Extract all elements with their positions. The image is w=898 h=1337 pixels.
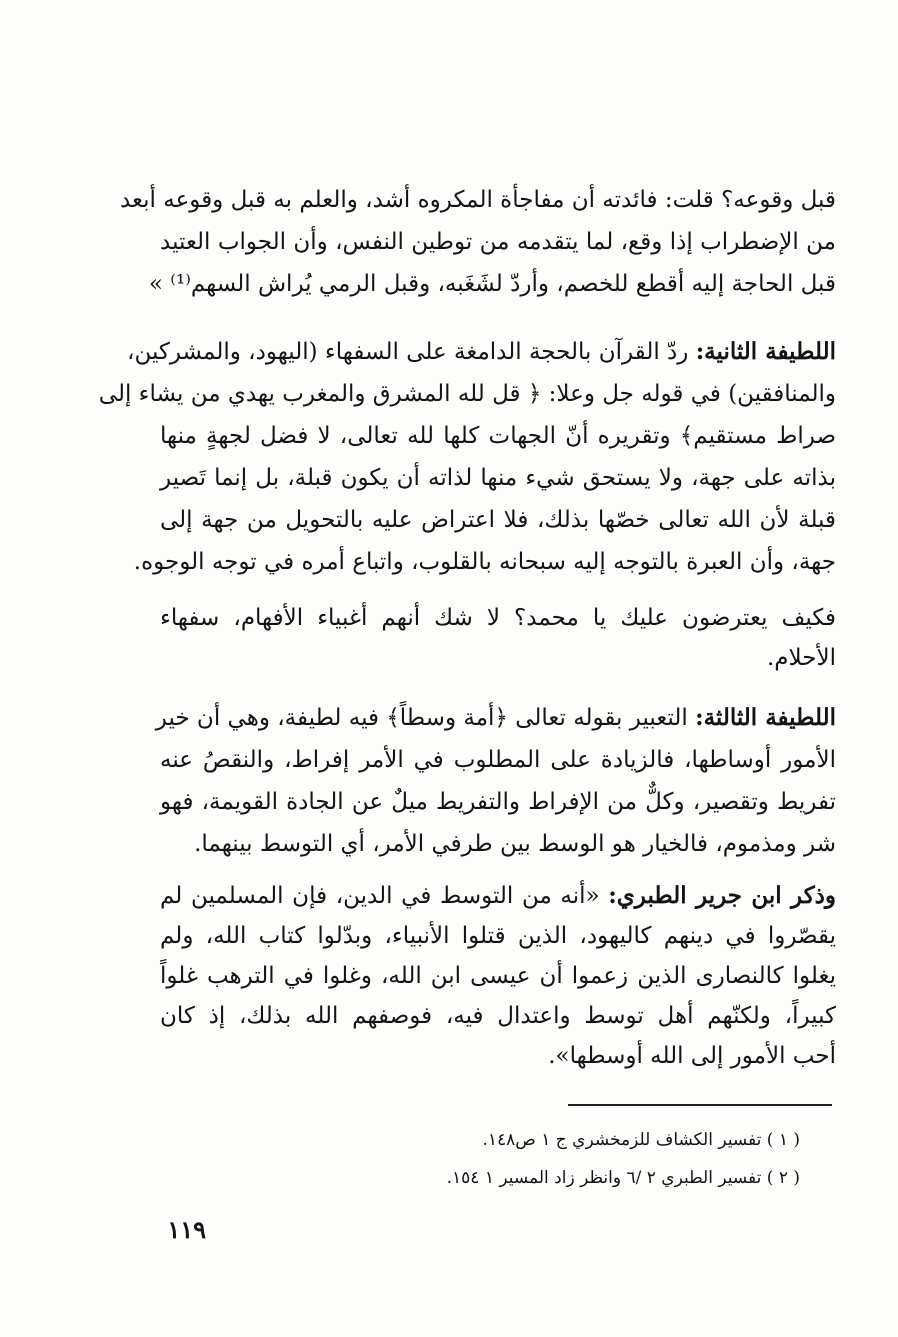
paragraph-2-line-1-text: ردّ القرآن بالحجة الدامغة على السفهاء (اليهود، والمشركين، [127, 339, 689, 365]
footnote-1: ( ١ ) تفسير الكشاف للزمخشري ج ١ ص١٤٨. [482, 1130, 800, 1150]
paragraph-5-line-3: يغلوا كالنصارى الذين زعموا أن عيسى ابن الله، وغلوا في الترهب غلواً [160, 963, 836, 989]
quote-attribution-al-tabari: وذكر ابن جرير الطبري: [608, 882, 837, 909]
paragraph-2-line-6: جهة، وأن العبرة بالتوجه إليه سبحانه بالقلوب، واتباع أمره في توجه الوجوه. [133, 549, 836, 575]
paragraph-2-line-5: قبلة لأن الله تعالى خصّها بذلك، فلا اعتراض عليه بالتحويل من جهة إلى [160, 507, 836, 533]
paragraph-4-line-4: شر ومذموم، فالخيار هو الوسط بين طرفي الأمر، أي التوسط بينهما. [194, 831, 836, 857]
paragraph-4-line-2: الأمور أوساطها، فالزيادة على المطلوب في الأمر إفراط، والنقصُ عنه [160, 747, 836, 773]
footnote-2: ( ٢ ) تفسير الطبري ٢ /٦ وانظر زاد المسير ١ ١٥٤. [446, 1168, 800, 1188]
paragraph-3-line-2: الأحلام. [767, 645, 836, 671]
paragraph-2-line-3: صراط مستقيم﴾ وتقريره أنّ الجهات كلها لله تعالى، لا فضل لجهةٍ منها [160, 423, 836, 449]
section-heading-third-subtlety: اللطيفة الثالثة: [695, 704, 836, 731]
paragraph-2-line-4: بذاته على جهة، ولا يستحق شيء منها لذاته أن يكون قبلة، بل إنما تَصير [160, 465, 836, 491]
paragraph-4-line-1-text: التعبير بقوله تعالى ﴿أمة وسطاً﴾ فيه لطيفة، وهي أن خير [155, 705, 688, 731]
paragraph-5-line-2: يقصّروا في دينهم كاليهود، الذين قتلوا الأنبياء، وبدّلوا كتاب الله، ولم [160, 923, 836, 949]
paragraph-1-line-2: من الإضطراب إذا وقع، لما يتقدمه من توطين النفس، وأن الجواب العتيد [160, 229, 836, 255]
paragraph-5-line-1 [160, 876, 836, 916]
page-number: ١١٩ [167, 1215, 206, 1244]
paragraph-3-line-1: فكيف يعترضون عليك يا محمد؟ لا شك أنهم أغبياء الأفهام، سفهاء [160, 605, 836, 631]
paragraph-5-line-5: أحب الأمور إلى الله أوسطها». [548, 1043, 836, 1069]
paragraph-4-line-1 [155, 698, 836, 738]
paragraph-1-line-3: قبل الحاجة إليه أقطع للخصم، وأردّ لشَغَبه، وقبل الرمي يُراش السهم⁽¹⁾ » [148, 271, 836, 297]
paragraph-2-line-2: والمنافقين) في قوله جل وعلا: ﴿ قل لله المشرق والمغرب يهدي من يشاء إلى [98, 381, 836, 407]
paragraph-2-line-1 [127, 332, 836, 372]
paragraph-5-line-4: كبيراً، ولكنّهم أهل توسط واعتدال فيه، فوصفهم الله بذلك، إذ كان [160, 1003, 836, 1029]
footnote-separator [568, 1104, 832, 1106]
paragraph-5-line-1-text: «أنه من التوسط في الدين، فإن المسلمين لم [160, 883, 600, 909]
paragraph-4-line-3: تفريط وتقصير، وكلٌّ من الإفراط والتفريط ميلٌ عن الجادة القويمة، فهو [160, 789, 836, 815]
paragraph-1-line-1: قبل وقوعه؟ قلت: فائدته أن مفاجأة المكروه أشد، والعلم به قبل وقوعه أبعد [119, 187, 836, 213]
section-heading-second-subtlety: اللطيفة الثانية: [695, 338, 836, 365]
